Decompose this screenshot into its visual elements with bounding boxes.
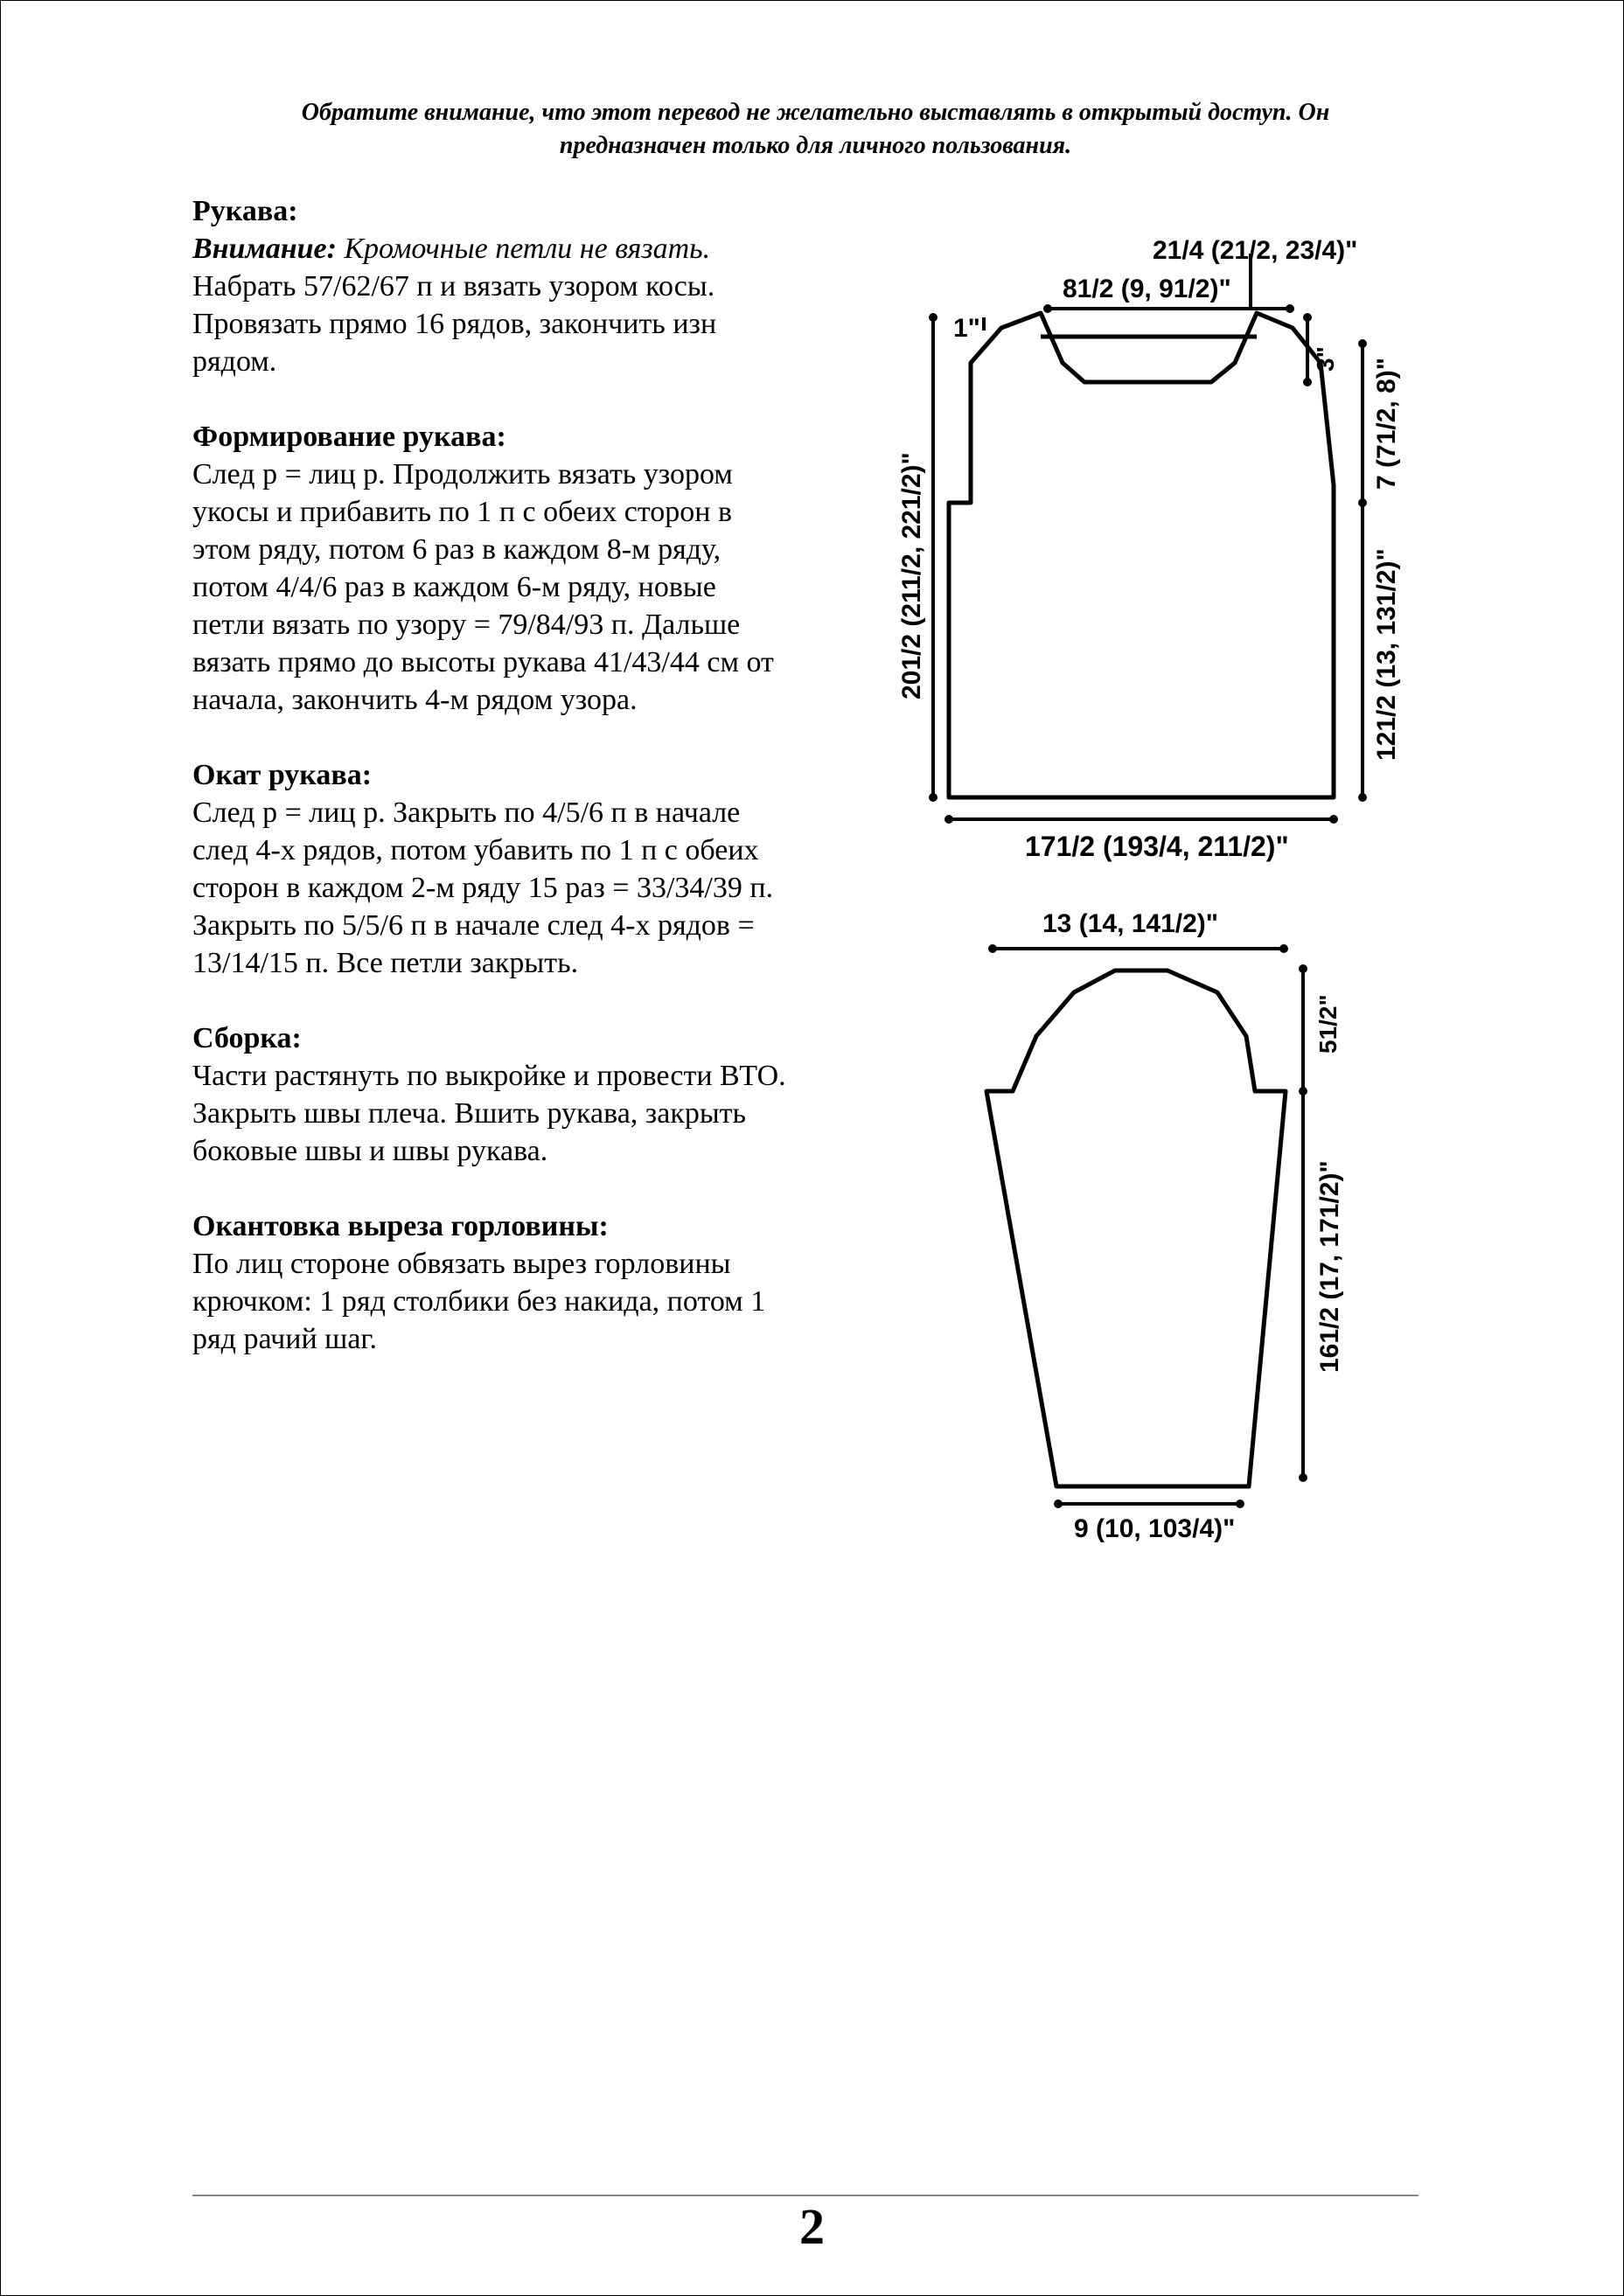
section-title: Окат рукава: [192, 759, 373, 791]
section-body: По лиц стороне обвязать вырез горловины крючком: 1 ряд столбики без накида, потом 1 ряд рачий шаг. [192, 1248, 766, 1355]
shoulder-drop-label: 1" [953, 314, 980, 343]
section-body: След р = лиц р. Закрыть по 4/5/6 п в начале след 4-х рядов, потом убавить по 1 п с обеих сторон в каждом 2-м ряду 15 раз = 33/34/39 п. Закрыть по 5/5/6 п в начале след 4-х рядов = 13/14/15 п. Все петли закрыть. [192, 797, 774, 979]
armhole-depth-label: 7 (71/2, 8)" [1372, 358, 1401, 490]
section-title: Рукава: [192, 195, 298, 227]
body-outline [949, 313, 1334, 797]
neck-depth-label: 3" [1312, 346, 1339, 372]
cap-height-label: 51/2" [1314, 994, 1342, 1054]
sleeve-dots [988, 944, 1307, 1508]
attention-label: Внимание: [192, 233, 337, 265]
sleeve-schematic [986, 949, 1303, 1504]
attention-text: Кромочные петли не вязать. [344, 233, 711, 265]
section-body: След р = лиц р. Продолжить вязать узором укосы и прибавить по 1 п с обеих сторон в этом ряду, потом 6 раз в каждом 8-м ряду, потом 4/4/6 раз в каждом 6-м ряду, новые петли вязать по узору = 79/84/93 п. Дальше вязать прямо до высоты рукава 41/43/44 см от начала, закончить 4-м рядом узора. [192, 458, 774, 716]
section-title: Формирование рукава: [192, 421, 506, 453]
section-body: Набрать 57/62/67 п и вязать узором косы. Провязать прямо 16 рядов, закончить изн рядом. [192, 270, 717, 378]
section-body: Части растянуть по выкройке и провести ВТО. Закрыть швы плеча. Вшить рукава, закрыть боковые швы и швы рукава. [192, 1060, 786, 1167]
section-title: Окантовка выреза горловины: [192, 1210, 609, 1242]
body-schematic [933, 254, 1363, 819]
total-length-label: 201/2 (211/2, 221/2)" [897, 452, 926, 699]
side-length-label: 121/2 (13, 131/2)" [1372, 548, 1401, 761]
notice-line-1: Обратите внимание, что этот перевод не желательно выставлять в открытый доступ. Он [301, 99, 1330, 126]
sleeve-outline [986, 971, 1286, 1486]
page-number: 2 [799, 2198, 825, 2255]
cuff-width-label: 9 (10, 103/4)" [1074, 1514, 1236, 1543]
width-label: 171/2 (193/4, 211/2)" [1025, 831, 1289, 862]
top-width-label: 13 (14, 141/2)" [1042, 909, 1219, 938]
neck-width-label: 81/2 (9, 91/2)" [1063, 275, 1231, 303]
footer-rule [192, 2195, 1418, 2196]
sleeve-length-label: 161/2 (17, 171/2)" [1315, 1160, 1344, 1373]
notice-line-2: предназначен только для личного пользования. [559, 132, 1072, 159]
section-title: Сборка: [192, 1022, 302, 1054]
shoulder-width-label: 21/4 (21/2, 23/4)" [1153, 236, 1358, 265]
